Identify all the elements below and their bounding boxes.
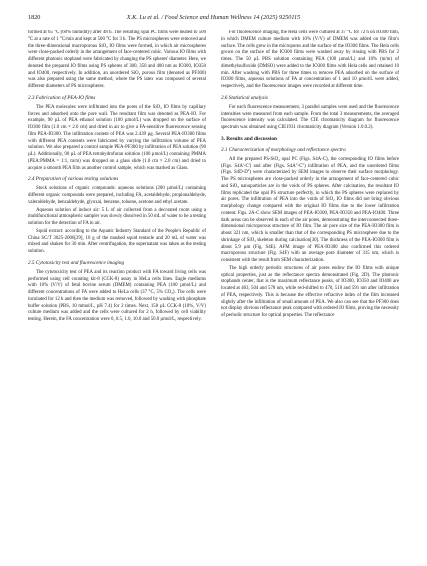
paragraph: For fluorescence imaging, the Hela cells were cultured at 37 °C for 72 h on IO300 film, in which DMEM culture medium with 10% (V/V) of DMEM was added on the film's surface. The cells grew in the micropores and the surface of the IO300 films. The Hela cells grown on the surface of the IO300 films were washed away by rinsing with PBS for 2 times. The 50 µL PBS solution containing PEA (100 µmol/L) and 10% (m/m) of dimethylsulfoxide (DMSO) were added to the IO300 films with Hela cells and retained 10 min. After washing with PBS for three times to remove PEA adsorbed on the surface of IO300 films, aqueous solutions of FA at concentration of 1 and 10 µmol/L were added, respectively, and the fluorescence images were recorded at different time. <box>221 30 399 89</box>
paragraph: The PEA molecules were infiltrated into the pores of the SiO₂ IO films by capillary forces and adsorbed onto the pore wall. The resultant film was denoted as PEA-IO. For example, 90 µL of PEA ethanol solution (100 µmol/L) was dropped on the surface of IO300 film (1.0 cm × 2.0 cm) and dried in air to give a FA-sensitive fluorescence sensing film PEA-IO300. The infiltration content of PEA was 2.439 µg. Several PEA-IO300 films with different PEA contents were fabricated by varying the infiltration volume of PEA solution. We also prepared a control sample PEA-PF300 by infiltration of PEA solution (90 µL). Additionally, 90 µL of PEA tetrahydrofuran solution (100 µmol/L) containing PMMA (PEA:PMMA = 1:1, m/m) was dropped on a glass slide (1.0 cm × 2.0 cm) and dried to acquire a smooth PEA film as another control sample, which was marked as Glass. <box>28 104 206 171</box>
left-column <box>28 30 206 560</box>
paragraph: For each fluorescence measurement, 3 parallel samples were used and the fluorescence intensities were measured from each sample. From the total 3 measurements, the averaged fluorescence intensity was calculated. The CIE chromaticity diagram for fluorescence spectrum was obtained using CIE1931 chromaticity diagram (Version 1.0.0.2). <box>221 104 399 130</box>
paragraph: formed at 65 °C (60% humidity) after 48 h. The resulting opal PC films were heated to 500 °C at a rate of 1 °C/min and kept at 500 °C for 3 h. The PS microspheres were removed and the three-dimensional macroporous SiO₂ IO films were formed, in which air microspheres were close-packed orderly in the arrangement of face-centered cubic. Various IO films with different photonic stopband were fabricated by changing the PS spheres' diameter. Here, we denoted the prepared IO films using PS spheres of 300, 350 and 400 nm as IO300, IO350 and IO400, respectively. In addition, an unordered SiO₂ porous film (denoted as PF300) was also prepared using the same method, where the PS latex was composed of several different diameters of PS microspheres. <box>28 30 206 89</box>
journal-citation: X.K. Lu et al. / Food Science and Human Wellness 14 (2025) 9250115 <box>126 14 301 21</box>
paragraph: The cytotoxicity test of PEA and its reaction product with FA toward living cells was performed using cell counting kit-8 (CCK-8) assay in HeLa cells lines. Eagle mediums with 10% (V/V) of fetal bovine serum (DMEM) containing PEA (100 µmol/L) and different concentrations of FA were added to HeLa cells (37 °C, 5% CO₂). The cells were incubated for 12 h and then the medium was removed, followed by washing with phosphate buffer solution (PBS, 10 mmol/L, pH 7.4) for 2 times. Next, 150 µL CCK-8 (10%, V/V) culture medium was added and the cells were cultured for 2 h, followed by cell viability testing. Herein, the FA concentration were 0, 0.5, 1.0, 10.0 and 50.0 µmol/L, respectively. <box>28 269 206 322</box>
page-number: 1820 <box>28 14 41 21</box>
running-header <box>28 13 399 23</box>
subsection-heading: 3.1 Characterization of morphology and reflectance spectra <box>221 146 346 153</box>
paragraph: Aqueous solution of indoor air: 5 L of air collected from a decorated room using a multifunctional atmospheric sampler was slowly dissolved in 50 mL of water to be a testing solution for the detection of FA in air. <box>28 207 206 226</box>
paragraph: Stock solutions of organic compounds: aqueous solutions (200 µmol/L) containing different organic compounds were prepared, including FA, acetaldehyde, propionaldehyde, valeraldehyde, benzaldehyde, glyoxal, benzene, toluene, acetone and ethyl acetate. <box>28 186 206 205</box>
section-heading: 3. Results and discussion <box>221 135 277 142</box>
section-heading: 2.3 Fabrication of PEA-IO films <box>28 94 96 101</box>
paragraph: All the prepared PS-SiO₂ opal PC (Figs. S4A-C), the corresponding IO films before (Figs. S4A'-C') and after (Figs. S4A''-C'') infiltration of PEA, and the unordered films (Figs. S4D-D'') were characterized by SEM images to observe their surface morphology. The PS microspheres are close-packed orderly in the arrangement of face-centered cubic and SiO₂ nanoparticles are in the voids of PS spheres. After calcination, the resultant IO films replicated the opal PS structure perfectly, in which the PS spheres were replaced by air pores. The infiltration of PEA into the voids of SiO₂ IO films did not bring obvious morphology change compared with the original IO films due to the lower infiltration content. Figs. 2A-C show SEM images of PEA-IO300, PEA-IO350 and PEA-IO400. Three dark areas can be observed in each of the air pores, demonstrating the interconnected three-dimensional microporous structure of IO film. The air pore size of the PEA-IO300 film is about 321 nm, which is smaller than that of the corresponding PS microsphere due to the shrinkage of SiO₂ skeleton during calcination[30]. The thickness of the PEA-IO300 film is about 5.9 µm (Fig. S4E). AFM image of PEA-IO300 also confirmed this ordered macroporous structure (Fig. S4F) with an average pore diameter of 315 nm, which is consistent with the result from SEM characterization. <box>221 156 399 263</box>
section-heading: 2.4 Preparation of various testing solutions <box>28 176 119 183</box>
section-heading: 2.6 Statistical analysis <box>221 94 268 101</box>
section-heading: 2.5 Cytotoxicity test and fluorescence imaging <box>28 259 125 266</box>
paragraph: The high orderly periodic structures of air pores endow the IO films with unique optical properties, just as the reflectance spectra demonstrated (Fig. 2D). The photonic stopbands center, that is the maximum reflectance peaks, of IO300, IO350 and IO400 are located at 463, 504 and 578 nm, while red-shifted to 470, 510 and 591 nm after infiltration of PEA, respectively. This is because the effective refractive index of the film increased slightly after the infiltration of small amount of PEA. We also can see that the PF300 does not display obvious reflectance peak compared with ordered IO films, proving the necessity of periodic structure for optical properties. The reflectance <box>221 265 399 318</box>
right-column <box>221 30 399 560</box>
paragraph: Squid extract: according to the Aquatic Industry Standard of the People's Republic of China SC/T 3025-2006[29], 10 g of the mashed squid tentacle and 20 mL of water was mixed and shaken for 30 min. After centrifugation, the supernatant was taken as the testing solution. <box>28 228 206 254</box>
